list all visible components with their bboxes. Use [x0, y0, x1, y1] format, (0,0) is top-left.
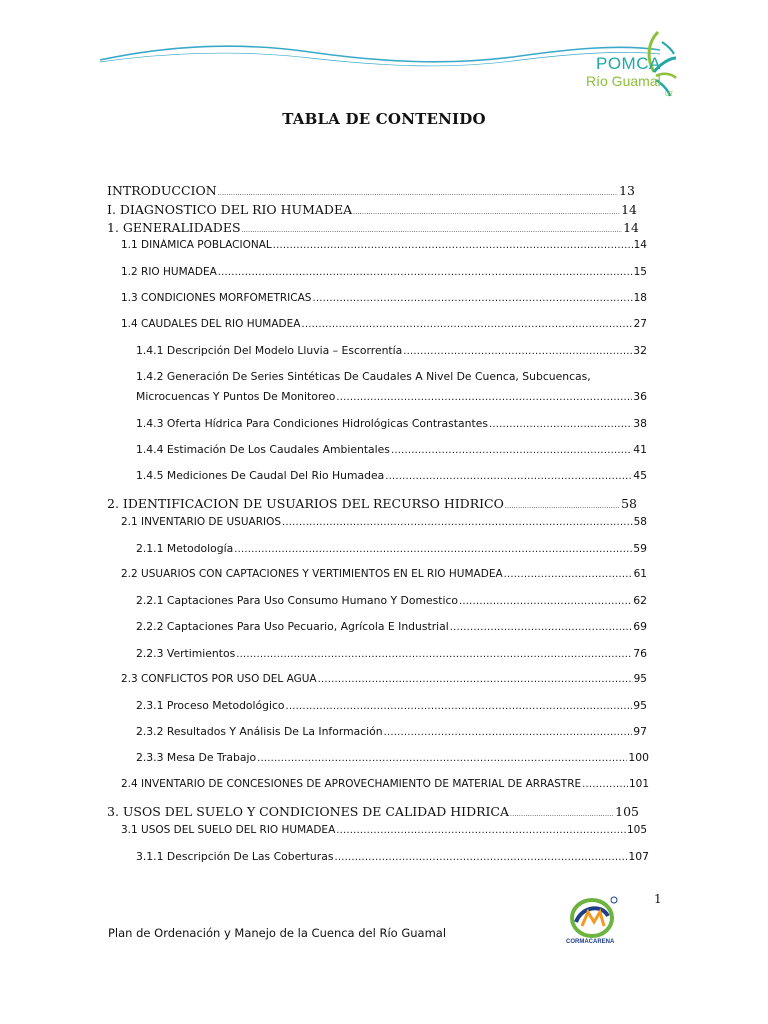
page-title: TABLA DE CONTENIDO	[282, 110, 486, 128]
toc-entry[interactable]	[136, 469, 647, 482]
toc-entry-page: 32	[633, 344, 647, 357]
toc-entry[interactable]	[136, 647, 647, 660]
toc-entry-title: 2.2.2 Captaciones Para Uso Pecuario, Agrícola E Industrial	[136, 620, 449, 633]
toc-entry[interactable]	[136, 751, 649, 764]
toc-entry-title: 2.3.1 Proceso Metodológico	[136, 699, 285, 712]
toc-entry-page: 97	[633, 725, 647, 738]
toc-entry-page: 69	[633, 620, 647, 633]
toc-entry-page: 58	[621, 496, 637, 511]
toc-entry-title: 1.4.1 Descripción Del Modelo Lluvia – Escorrentía	[136, 344, 403, 357]
toc-entry[interactable]	[107, 220, 639, 235]
toc-entry-page: 61	[633, 568, 647, 580]
toc-entry-page: 38	[633, 417, 647, 430]
toc-entry-title: 2.1 INVENTARIO DE USUARIOS	[121, 516, 282, 528]
toc-entry-page: 95	[633, 673, 647, 685]
toc-entry-title: 2.2.3 Vertimientos	[136, 647, 236, 660]
toc-entry-title: 1. GENERALIDADES	[107, 220, 241, 235]
toc-entry-title: 1.4.5 Mediciones De Caudal Del Rio Humadea	[136, 469, 385, 482]
toc-entry-page: 14	[623, 220, 639, 235]
toc-entry-title: INTRODUCCION	[107, 183, 217, 198]
toc-entry-title: 2.2 USUARIOS CON CAPTACIONES Y VERTIMIENTOS EN EL RIO HUMADEA	[121, 568, 503, 580]
header-wave-decoration	[100, 30, 660, 80]
toc-entry-page: 41	[633, 443, 647, 456]
toc-entry-title: 2.1.1 Metodología	[136, 542, 234, 555]
toc-entry[interactable]	[121, 778, 649, 790]
toc-entry[interactable]	[136, 850, 649, 863]
toc-entry[interactable]	[107, 496, 637, 511]
toc-entry-title: I. DIAGNOSTICO DEL RIO HUMADEA	[107, 202, 353, 217]
toc-entry[interactable]	[136, 594, 647, 607]
toc-entry-title: 1.1 DINÁMICA POBLACIONAL	[121, 239, 272, 251]
toc-entry-title: 3. USOS DEL SUELO Y CONDICIONES DE CALIDAD HIDRICA	[107, 804, 510, 819]
toc-entry-title: 2.3.3 Mesa De Trabajo	[136, 751, 257, 764]
toc-entry[interactable]	[136, 370, 647, 383]
toc-entry-page: 95	[633, 699, 647, 712]
toc-entry-page: 14	[621, 202, 637, 217]
toc-entry-title: 2. IDENTIFICACION DE USUARIOS DEL RECURSO HIDRICO	[107, 496, 504, 511]
toc-entry-page: 15	[633, 266, 647, 278]
toc-entry-page: 105	[615, 804, 639, 819]
toc-entry-title: 1.4.3 Oferta Hídrica Para Condiciones Hidrológicas Contrastantes	[136, 417, 488, 430]
toc-entry[interactable]	[121, 266, 647, 278]
toc-entry[interactable]	[136, 620, 647, 633]
toc-entry[interactable]	[107, 183, 635, 198]
pomca-logo-title: POMCA	[596, 54, 661, 73]
toc-entry-page: 13	[619, 183, 635, 198]
toc-entry-page: 62	[633, 594, 647, 607]
toc-entry[interactable]	[121, 318, 647, 330]
toc-entry-title: 2.3 CONFLICTOS POR USO DEL AGUA	[121, 673, 317, 685]
toc-entry-page: 107	[628, 850, 649, 863]
toc-entry[interactable]	[136, 443, 647, 456]
toc-entry-title-continued: Microcuencas Y Puntos De Monitoreo	[136, 390, 336, 403]
toc-entry[interactable]	[121, 568, 647, 580]
toc-entry[interactable]	[107, 804, 639, 819]
toc-entry[interactable]	[136, 542, 647, 555]
toc-entry-title: 3.1 USOS DEL SUELO DEL RIO HUMADEA	[121, 824, 336, 836]
toc-entry-page: 14	[633, 239, 647, 251]
toc-entry-page: 105	[626, 824, 647, 836]
toc-entry-page: 100	[628, 751, 649, 764]
toc-entry-title: 1.4 CAUDALES DEL RIO HUMADEA	[121, 318, 301, 330]
toc-entry-page: 76	[633, 647, 647, 660]
toc-entry-page: 27	[633, 318, 647, 330]
cormacarena-logo-text: CORMACARENA	[566, 939, 615, 945]
pomca-logo-subtitle: Río Guamal	[586, 73, 661, 89]
toc-entry[interactable]	[121, 292, 647, 304]
pomca-logo-suffix: UT	[665, 92, 673, 98]
toc-entry-title: 1.4.4 Estimación De Los Caudales Ambientales	[136, 443, 390, 456]
toc-entry[interactable]	[121, 239, 647, 251]
toc-entry[interactable]	[136, 417, 647, 430]
toc-entry-title: 1.3 CONDICIONES MORFOMETRICAS	[121, 292, 312, 304]
footer-text: Plan de Ordenación y Manejo de la Cuenca del Río Guamal	[108, 926, 447, 940]
toc-entry-page: 18	[633, 292, 647, 304]
toc-entry[interactable]	[136, 699, 647, 712]
toc-entry[interactable]	[121, 673, 647, 685]
toc-entry[interactable]	[136, 344, 647, 357]
toc-entry-page: 59	[633, 542, 647, 555]
toc-entry[interactable]	[136, 725, 647, 738]
toc-entry-title: 1.4.2 Generación De Series Sintéticas De Caudales A Nivel De Cuenca, Subcuencas,	[136, 370, 591, 383]
toc-entry-title: 3.1.1 Descripción De Las Coberturas	[136, 850, 334, 863]
toc-entry-title: 1.2 RIO HUMADEA	[121, 266, 217, 278]
page-number: 1	[654, 892, 662, 906]
toc-entry-continuation[interactable]	[136, 390, 647, 403]
toc-entry-title: 2.2.1 Captaciones Para Uso Consumo Humano Y Domestico	[136, 594, 459, 607]
toc-entry-page: 45	[633, 469, 647, 482]
toc-entry-page: 36	[633, 390, 647, 403]
toc-entry[interactable]	[121, 516, 647, 528]
toc-entry-page: 101	[628, 778, 649, 790]
toc-entry-title: 2.4 INVENTARIO DE CONCESIONES DE APROVECHAMIENTO DE MATERIAL DE ARRASTRE	[121, 778, 582, 790]
toc-entry[interactable]	[121, 824, 647, 836]
toc-entry[interactable]	[107, 202, 637, 217]
toc-entry-page: 58	[633, 516, 647, 528]
toc-entry-title: 2.3.2 Resultados Y Análisis De La Información	[136, 725, 383, 738]
